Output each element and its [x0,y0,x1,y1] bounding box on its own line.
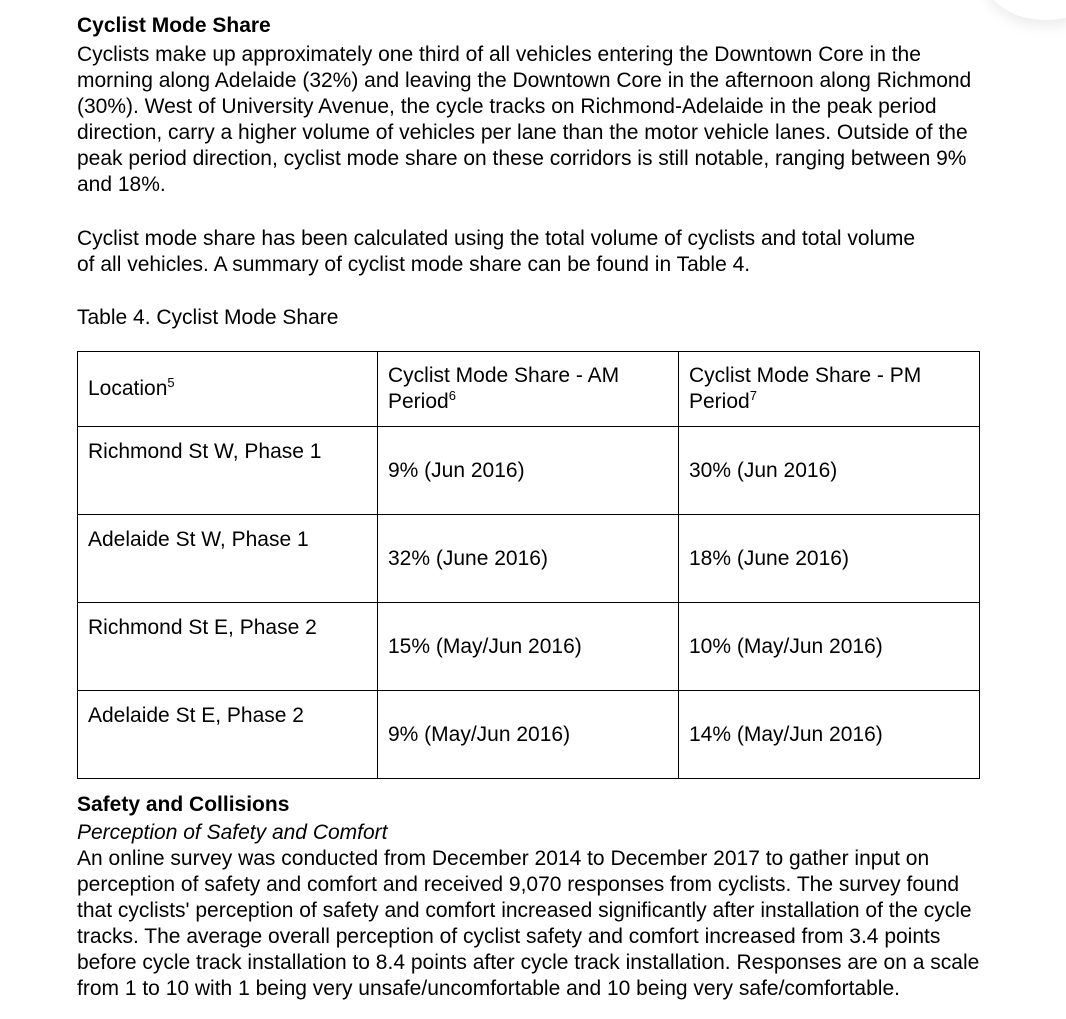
section-heading-safety: Safety and Collisions [77,793,290,816]
cell-location: Richmond St E, Phase 2 [78,603,378,691]
header-pm-period [679,352,980,427]
cell-location: Adelaide St E, Phase 2 [78,691,378,779]
header-location-label: Location [88,377,168,400]
footnote-ref-6: 6 [448,388,456,403]
paragraph-survey: An online survey was conducted from December 2014 to December 2017 to gather input on perception of safety and comfort and received 9,070 responses from cyclists. The survey found that cyclists' perception of safety and comfort increased significantly after installation of the cycle tracks. The average overall perception of cyclist safety and comfort increased from 3.4 points before cycle track installation to 8.4 points after cycle track installation. Responses are on a scale from 1 to 10 with 1 being very unsafe/uncomfortable and 10 being very safe/comfortable. [77,847,980,1000]
header-am-period [378,352,679,427]
table-caption: Table 4. Cyclist Mode Share [77,306,339,329]
header-location [78,352,378,427]
table-row [78,515,980,603]
footnote-ref-5: 5 [167,375,175,390]
subheading-perception: Perception of Safety and Comfort [77,821,388,844]
cell-am: 32% (June 2016) [378,515,679,603]
cell-am: 9% (May/Jun 2016) [378,691,679,779]
cell-location: Adelaide St W, Phase 1 [78,515,378,603]
section-heading-cyclist-mode-share: Cyclist Mode Share [77,14,271,37]
cell-am: 15% (May/Jun 2016) [378,603,679,691]
table-header-row [78,352,980,427]
cell-pm: 10% (May/Jun 2016) [679,603,980,691]
paragraph-mode-share-intro: Cyclists make up approximately one third of all vehicles entering the Downtown Core in the morning along Adelaide (32%) and leaving the Downtown Core in the afternoon along Richmond (30%). West of University Avenue, the cycle tracks on Richmond-Adelaide in the peak period direction, carry a higher volume of vehicles per lane than the motor vehicle lanes. Outside of the peak period direction, cyclist mode share on these corridors is still notable, ranging between 9% and 18%. [77,43,972,196]
document-page [77,12,982,1002]
cell-pm: 30% (Jun 2016) [679,427,980,515]
table-row [78,691,980,779]
header-am-label: Cyclist Mode Share - AM Period [388,364,620,413]
cell-location: Richmond St W, Phase 1 [78,427,378,515]
mode-share-table [77,351,980,779]
table-row [78,427,980,515]
table-row [78,603,980,691]
cell-pm: 18% (June 2016) [679,515,980,603]
cell-pm: 14% (May/Jun 2016) [679,691,980,779]
page-corner-shadow [986,0,1066,20]
header-pm-label: Cyclist Mode Share - PM Period [689,364,922,413]
cell-am: 9% (Jun 2016) [378,427,679,515]
paragraph-mode-share-method: Cyclist mode share has been calculated using the total volume of cyclists and total volume of all vehicles. A summary of cyclist mode share can be found in Table 4. [77,227,916,276]
footnote-ref-7: 7 [749,388,757,403]
